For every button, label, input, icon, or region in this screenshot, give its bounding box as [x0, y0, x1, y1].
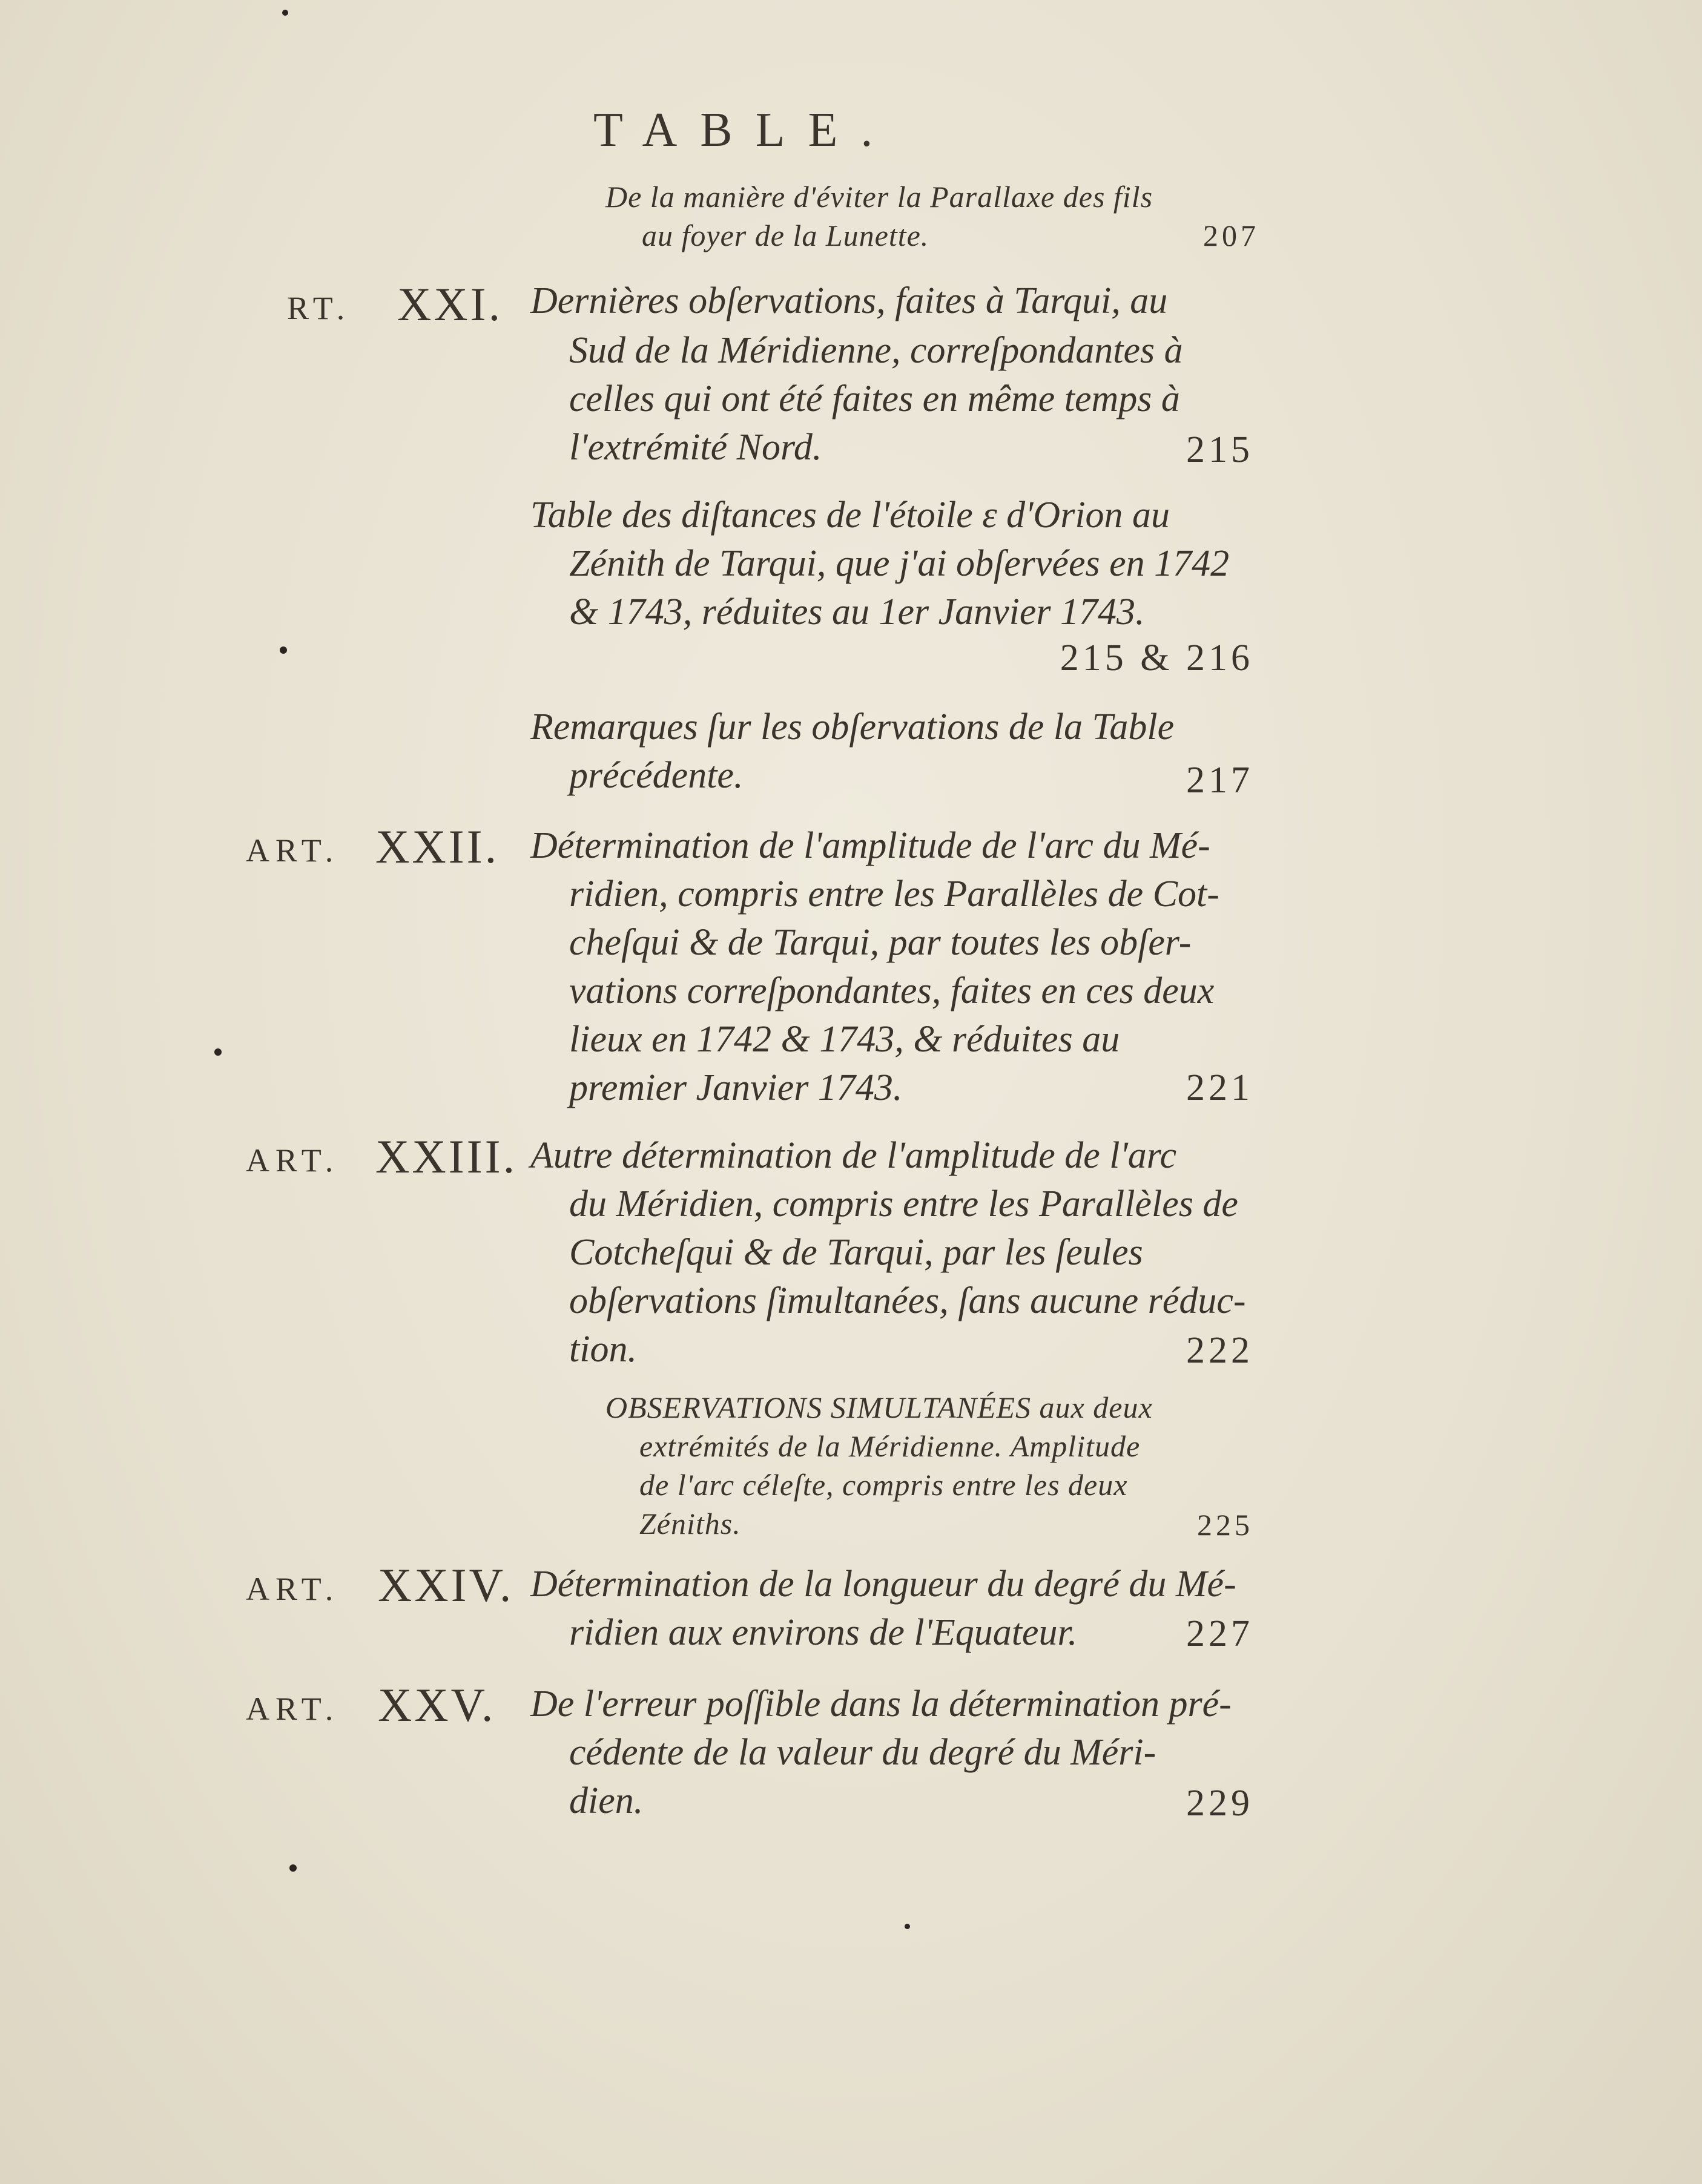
page-number: 225	[1197, 1508, 1253, 1542]
entry-line: Dernières obſervations, faites à Tarqui, au	[530, 280, 1168, 321]
page-number: 222	[1186, 1330, 1253, 1371]
entry-line: Sud de la Méridienne, correſpondantes à	[569, 330, 1183, 371]
page-number: 229	[1186, 1783, 1253, 1824]
article-number: XXI.	[397, 278, 503, 331]
entry-line: ridien, compris entre les Parallèles de Cot-	[569, 873, 1219, 915]
article-label: RT.	[287, 290, 351, 326]
entry-line: de l'arc céleſte, compris entre les deux	[639, 1468, 1128, 1502]
entry-line: Détermination de la longueur du degré du Mé-	[530, 1564, 1236, 1605]
entry-line: premier Janvier 1743.	[569, 1067, 903, 1108]
entry-line: OBSERVATIONS SIMULTANÉES aux deux	[605, 1390, 1153, 1424]
entry-line: De la manière d'éviter la Parallaxe des fils	[605, 180, 1153, 214]
page-number: 217	[1186, 760, 1253, 801]
article-number: XXII.	[375, 820, 500, 873]
entry-line: & 1743, réduites au 1er Janvier 1743.	[569, 591, 1145, 633]
page-number: 215	[1186, 429, 1253, 470]
entry-line: Autre détermination de l'amplitude de l'arc	[530, 1135, 1177, 1176]
article-number: XXIII.	[375, 1130, 518, 1183]
article-label: ART.	[246, 832, 340, 869]
article-label: ART.	[246, 1691, 340, 1727]
entry-line: Zénith de Tarqui, que j'ai obſervées en 1742	[569, 543, 1230, 584]
page-number: 215 & 216	[1060, 637, 1253, 679]
article-label: ART.	[246, 1571, 340, 1607]
ink-speck	[214, 1048, 222, 1056]
entry-line: dien.	[569, 1780, 644, 1821]
entry-line: cédente de la valeur du degré du Méri-	[569, 1732, 1156, 1773]
entry-line: vations correſpondantes, faites en ces deux	[569, 970, 1215, 1011]
entry-line: Détermination de l'amplitude de l'arc du Mé-	[530, 825, 1210, 866]
ink-speck	[289, 1864, 297, 1872]
entry-line: De l'erreur poſſible dans la détermination pré-	[530, 1683, 1232, 1725]
ink-speck	[905, 1924, 910, 1929]
page-number: 227	[1186, 1613, 1253, 1654]
entry-line: extrémités de la Méridienne. Amplitude	[639, 1429, 1141, 1463]
page-number: 207	[1203, 219, 1259, 252]
entry-line: Zéniths.	[639, 1507, 741, 1541]
entry-line: lieux en 1742 & 1743, & réduites au	[569, 1019, 1120, 1060]
article-number: XXV.	[378, 1679, 496, 1731]
entry-line: tion.	[569, 1329, 637, 1370]
entry-line: ridien aux environs de l'Equateur.	[569, 1612, 1078, 1653]
entry-line: au foyer de la Lunette.	[642, 219, 929, 252]
entry-line: cheſqui & de Tarqui, par toutes les obſer-	[569, 922, 1192, 963]
entry-line: Remarques ſur les obſervations de la Table	[530, 706, 1175, 748]
entry-line: Table des diſtances de l'étoile ε d'Orion au	[530, 495, 1170, 536]
page-title: TABLE.	[593, 104, 896, 157]
entry-line: celles qui ont été faites en même temps à	[569, 378, 1180, 419]
entry-line: du Méridien, compris entre les Parallèles de	[569, 1183, 1238, 1225]
entry-line: l'extrémité Nord.	[569, 427, 822, 468]
article-label: ART.	[246, 1142, 340, 1179]
ink-speck	[282, 10, 288, 16]
ink-speck	[280, 646, 287, 654]
entry-line: précédente.	[569, 755, 744, 796]
article-number: XXIV.	[378, 1559, 514, 1611]
entry-line: Cotcheſqui & de Tarqui, par les ſeules	[569, 1232, 1143, 1273]
page-number: 221	[1186, 1067, 1253, 1108]
entry-line: obſervations ſimultanées, ſans aucune réduc-	[569, 1280, 1246, 1321]
